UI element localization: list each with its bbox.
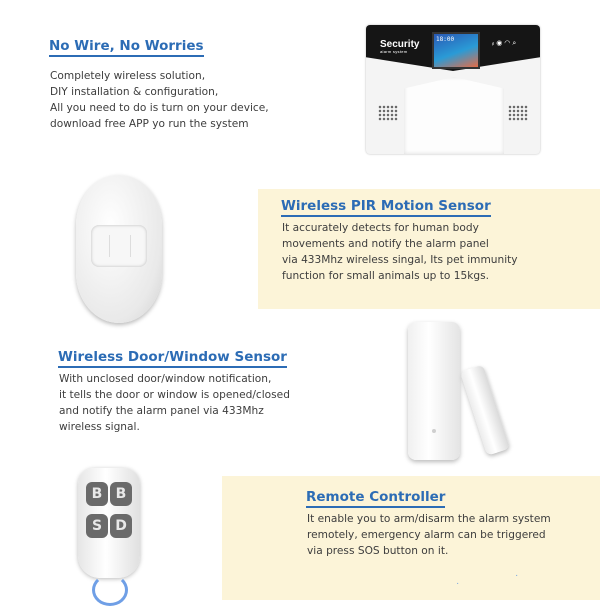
remote-line-2: remotely, emergency alarm can be triggered [307,529,546,541]
remote-keyring-icon [92,574,128,606]
door-sensor-image [408,322,460,460]
pir-lens [91,225,147,267]
pir-heading: Wireless PIR Motion Sensor [281,198,491,214]
wireless-heading: No Wire, No Worries [49,38,204,54]
screen-time: 18:00 [436,36,455,43]
alarm-panel-image [366,25,540,154]
wireless-line-4: download free APP yo run the system [50,118,249,130]
door-heading: Wireless Door/Window Sensor [58,349,287,365]
door-sensor-magnet [460,365,510,456]
remote-heading: Remote Controller [306,489,445,505]
remote-key-1: B [86,482,108,506]
door-line-1: With unclosed door/window notification, [59,373,272,385]
door-line-2: it tells the door or window is opened/closed [59,389,290,401]
alarm-brand-label: Security [380,39,420,50]
decorative-dot: · [456,578,460,589]
pir-line-4: function for small animals up to 15kgs. [282,270,489,282]
pir-description [282,220,518,284]
alarm-panel-screen [432,32,480,69]
door-sensor-led [432,429,436,433]
remote-description [307,511,551,559]
wireless-line-2: DIY installation & configuration, [50,86,219,98]
wireless-line-3: All you need to do is turn on your device, [50,102,269,114]
speaker-grille-right [508,105,528,121]
pir-sensor-image [76,175,162,323]
pir-line-1: It accurately detects for human body [282,222,479,234]
wireless-description [50,68,269,132]
remote-key-4: D [110,514,132,538]
alarm-panel-body [404,77,504,154]
alarm-brand-sub: alarm system [380,49,408,54]
alarm-panel-brand [380,39,419,54]
door-line-3: and notify the alarm panel via 433Mhz [59,405,264,417]
remote-key-2: B [110,482,132,506]
remote-key-3: S [86,514,108,538]
pir-line-3: via 433Mhz wireless singal, Its pet immunity [282,254,518,266]
door-description [59,371,290,435]
door-line-4: wireless signal. [59,421,140,433]
status-icons: ᵢₗ ◉ ◠ ⌕ [492,40,517,47]
decorative-dot: · [515,570,519,581]
remote-controller-image [78,468,140,578]
remote-line-3: via press SOS button on it. [307,545,449,557]
speaker-grille-left [378,105,398,121]
remote-line-1: It enable you to arm/disarm the alarm system [307,513,551,525]
wireless-line-1: Completely wireless solution, [50,70,206,82]
pir-line-2: movements and notify the alarm panel [282,238,489,250]
